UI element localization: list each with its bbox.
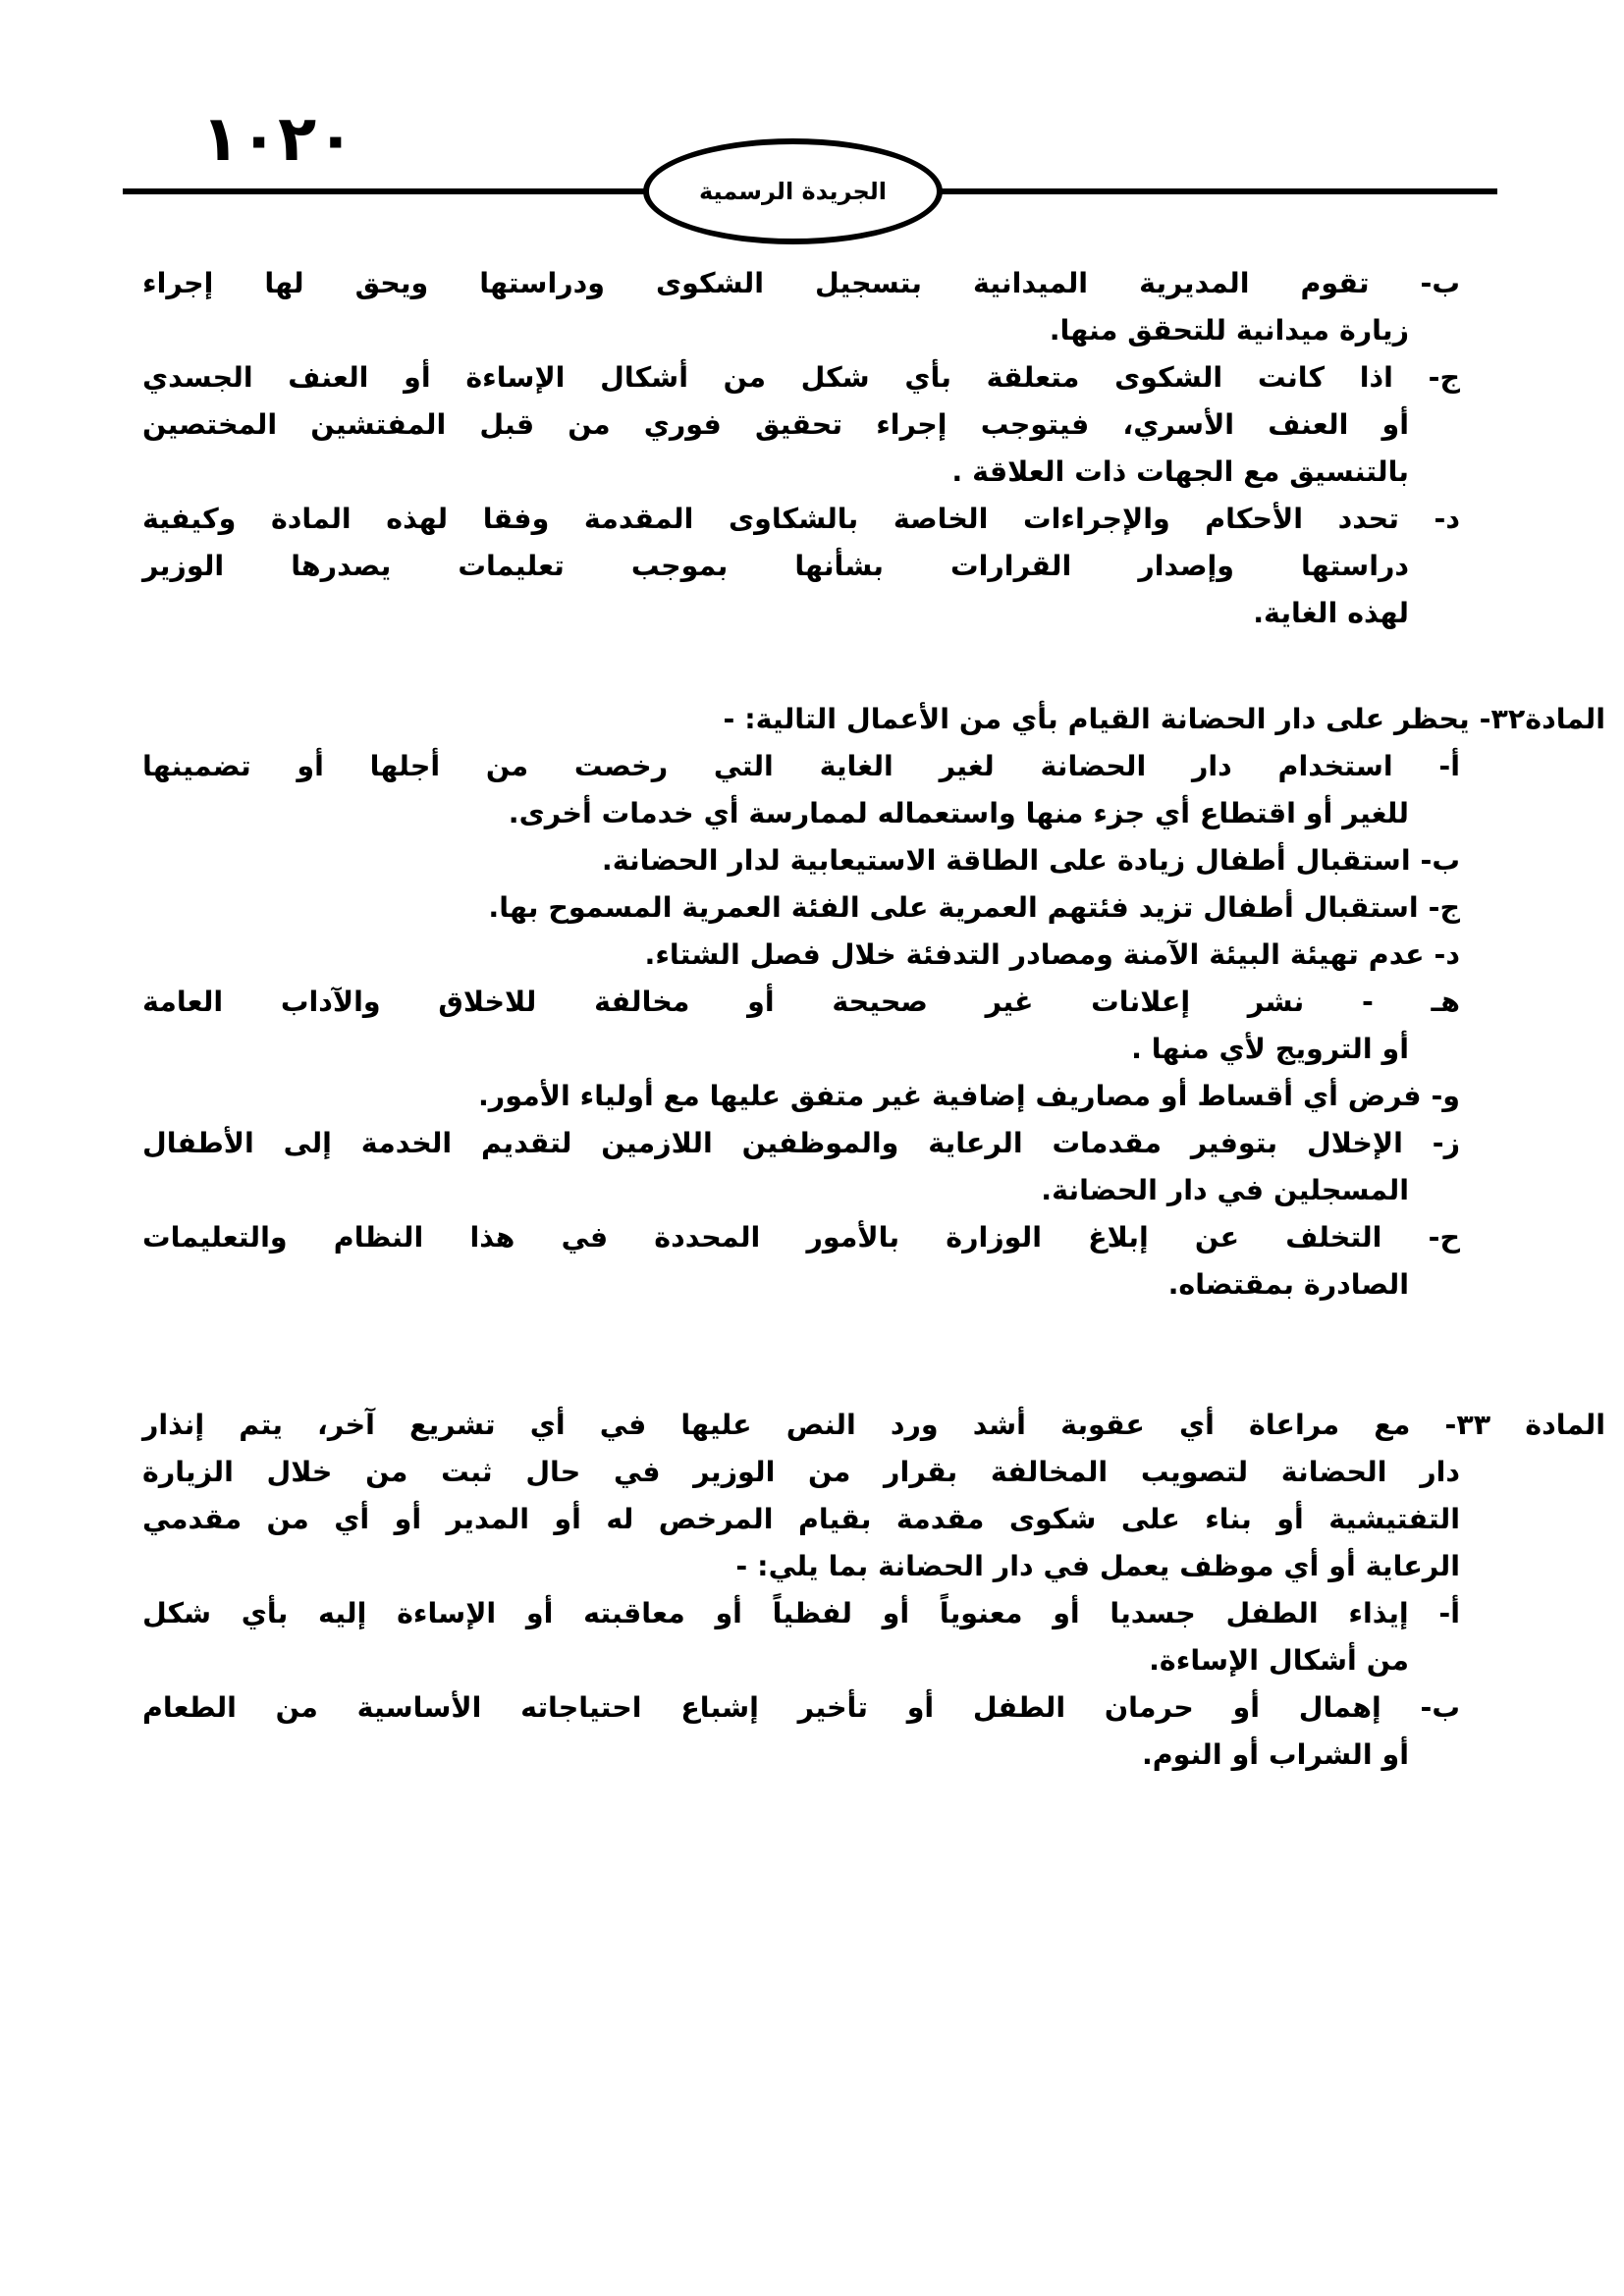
article-32-title: المادة٣٢- يحظر على دار الحضانة القيام بأي من الأعمال التالية: - bbox=[723, 703, 1605, 735]
article-32-z-line2: المسجلين في دار الحضانة. bbox=[1041, 1174, 1409, 1206]
clause-j-line3: بالتنسيق مع الجهات ذات العلاقة . bbox=[951, 455, 1409, 488]
article-33-b-line1: ب- إهمال أو حرمان الطفل أو تأخير إشباع احتياجاته الأساسية من الطعام bbox=[142, 1691, 1460, 1724]
article-33-a-line2: من أشكال الإساءة. bbox=[1149, 1644, 1409, 1677]
article-33-b-line2: أو الشراب أو النوم. bbox=[1141, 1738, 1409, 1771]
article-32-h-line2: أو الترويج لأي منها . bbox=[1131, 1033, 1409, 1065]
article-33-a-line1: أ- إيذاء الطفل جسديا أو معنوياً أو لفظياً أو معاقبته أو الإساءة إليه بأي شكل bbox=[142, 1597, 1460, 1629]
gazette-title-oval bbox=[643, 138, 943, 244]
page-number: ١٠٢٠ bbox=[201, 103, 355, 176]
article-32-w: و- فرض أي أقساط أو مصاريف إضافية غير متفق عليها مع أولياء الأمور. bbox=[477, 1080, 1460, 1112]
article-33-line2: دار الحضانة لتصويب المخالفة بقرار من الوزير في حال ثبت من خلال الزيارة bbox=[142, 1456, 1460, 1488]
clause-d-line2: دراستها وإصدار القرارات بشأنها بموجب تعليمات يصدرها الوزير bbox=[142, 550, 1409, 582]
article-32-d: د- عدم تهيئة البيئة الآمنة ومصادر التدفئة خلال فصل الشتاء. bbox=[644, 938, 1460, 971]
article-32-j: ج- استقبال أطفال تزيد فئتهم العمرية على الفئة العمرية المسموح بها. bbox=[488, 891, 1460, 924]
clause-j-line1: ج- اذا كانت الشكوى متعلقة بأي شكل من أشكال الإساءة أو العنف الجسدي bbox=[142, 361, 1460, 394]
clause-j-line2: أو العنف الأسري، فيتوجب إجراء تحقيق فوري من قبل المفتشين المختصين bbox=[142, 408, 1409, 441]
article-32-h-line1: هـ - نشر إعلانات غير صحيحة أو مخالفة للاخلاق والآداب العامة bbox=[142, 986, 1460, 1018]
gazette-title: الجريدة الرسمية bbox=[698, 178, 888, 205]
clause-b-line1: ب- تقوم المديرية الميدانية بتسجيل الشكوى ودراستها ويحق لها إجراء bbox=[142, 267, 1460, 299]
article-32-h2-line1: ح- التخلف عن إبلاغ الوزارة بالأمور المحددة في هذا النظام والتعليمات bbox=[142, 1221, 1460, 1254]
article-33-line1: المادة ٣٣- مع مراعاة أي عقوبة أشد ورد النص عليها في أي تشريع آخر، يتم إنذار bbox=[142, 1409, 1605, 1441]
clause-d-line1: د- تحدد الأحكام والإجراءات الخاصة بالشكاوى المقدمة وفقا لهذه المادة وكيفية bbox=[142, 503, 1460, 535]
article-33-line4: الرعاية أو أي موظف يعمل في دار الحضانة بما يلي: - bbox=[735, 1550, 1460, 1582]
clause-d-line3: لهذه الغاية. bbox=[1253, 597, 1409, 629]
article-32-a-line2: للغير أو اقتطاع أي جزء منها واستعماله لممارسة أي خدمات أخرى. bbox=[508, 797, 1409, 829]
article-33-line3: التفتيشية أو بناء على شكوى مقدمة بقيام المرخص له أو المدير أو أي من مقدمي bbox=[142, 1503, 1460, 1535]
article-32-h2-line2: الصادرة بمقتضاه. bbox=[1167, 1268, 1409, 1301]
article-32-a-line1: أ- استخدام دار الحضانة لغير الغاية التي رخصت من أجلها أو تضمينها bbox=[142, 750, 1460, 782]
article-32-z-line1: ز- الإخلال بتوفير مقدمات الرعاية والموظفين اللازمين لتقديم الخدمة إلى الأطفال bbox=[142, 1127, 1460, 1159]
clause-b-line2: زيارة ميدانية للتحقق منها. bbox=[1049, 314, 1409, 347]
document-body bbox=[142, 260, 1605, 1779]
article-32-b: ب- استقبال أطفال زيادة على الطاقة الاستيعابية لدار الحضانة. bbox=[601, 844, 1460, 877]
